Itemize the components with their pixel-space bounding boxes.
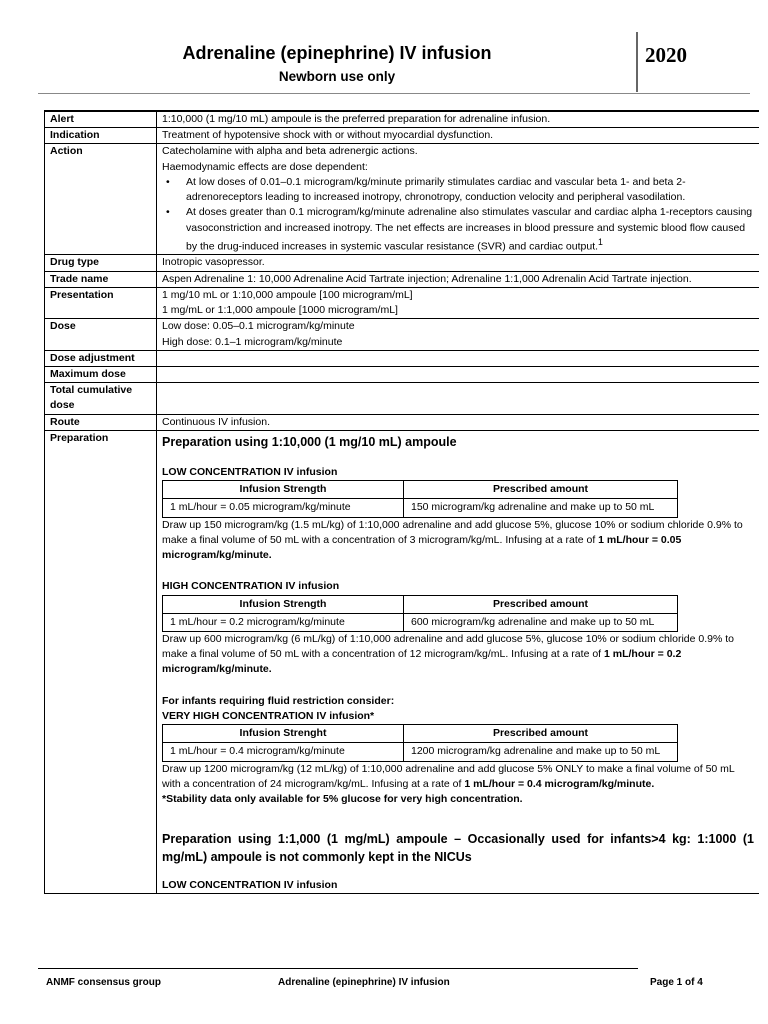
low-concentration-title-2: LOW CONCENTRATION IV infusion — [162, 879, 338, 892]
row-trade-name — [45, 271, 760, 287]
low-desc-text: Draw up 150 microgram/kg (1.5 mL/kg) of 1:10,000 adrenaline and add glucose 5%, glucose 10% or sodium chloride 0.9% to make a final volume of 50 mL with a concentration of 3 microgram/kg/mL. — [162, 518, 743, 546]
high-desc-text: Draw up 600 microgram/kg (6 mL/kg) of 1:10,000 adrenaline and add glucose 5%, glucose 10% or sodium chloride 0.9% to make a final volume of 50 mL with a concentration of 12 microgram/kg/mL. Infusing at a rate of — [162, 632, 734, 661]
vhigh-rate: 1 mL/hour = 0.4 microgram/kg/minute. — [464, 777, 655, 790]
value-action — [157, 144, 760, 255]
label-dose-adjustment: Dose adjustment — [45, 350, 157, 366]
low-concentration-title: LOW CONCENTRATION IV infusion — [162, 466, 338, 478]
vhigh-infusion-strength: 1 mL/hour = 0.4 microgram/kg/minute — [163, 743, 404, 761]
vhigh-col-prescribed-amount: Prescribed amount — [404, 725, 678, 743]
very-high-concentration-table — [162, 724, 678, 761]
row-alert — [45, 112, 760, 128]
high-concentration-description — [162, 632, 754, 678]
value-alert: 1:10,000 (1 mg/10 mL) ampoule is the preferred preparation for adrenaline infusion. — [157, 112, 760, 128]
action-reference: 1 — [598, 236, 603, 247]
page-header — [38, 30, 750, 94]
row-dose — [45, 319, 760, 350]
high-col-infusion-strength: Infusion Strength — [163, 595, 404, 613]
presentation-line-2: 1 mg/mL or 1:1,000 ampoule [1000 microgram/mL] — [162, 304, 398, 317]
action-bullet-1: • At low doses of 0.01–0.1 microgram/kg/minute primarily stimulates cardiac and vascular beta 1- and beta 2-adrenoreceptors leading to increased inotropy, chronotropy, conduction velocity and peripheral vasodilation. — [162, 175, 754, 205]
low-concentration-description — [162, 518, 754, 564]
vhigh-prescribed-amount: 1200 microgram/kg adrenaline and make up to 50 mL — [404, 743, 678, 761]
value-dose-adjustment — [157, 350, 760, 366]
low-col-prescribed-amount: Prescribed amount — [404, 481, 678, 499]
document-subtitle: Newborn use only — [278, 69, 396, 84]
label-maximum-dose: Maximum dose — [45, 367, 157, 383]
action-bullet-2-text: At doses greater than 0.1 microgram/kg/minute adrenaline also stimulates vascular and cardiac alpha 1-receptors causing vasoconstriction and increased inotropy. The net effects are increases in blood pressure and systemic blood flow caused by the drug-induced increases in systemic vascular resistance (SVR) and cardiac output. — [186, 206, 753, 253]
action-line-2: Haemodynamic effects are dose dependent: — [162, 160, 368, 173]
high-col-prescribed-amount: Prescribed amount — [404, 595, 678, 613]
very-high-concentration-title: VERY HIGH CONCENTRATION IV infusion* — [162, 709, 375, 722]
value-trade-name: Aspen Adrenaline 1: 10,000 Adrenaline Acid Tartrate injection; Adrenaline 1:1,000 Adrenalin Acid Tartrate injection. — [157, 271, 760, 287]
row-route — [45, 414, 760, 430]
row-indication — [45, 128, 760, 144]
high-prescribed-amount: 600 microgram/kg adrenaline and make up to 50 mL — [404, 613, 678, 631]
high-infusion-strength: 1 mL/hour = 0.2 microgram/kg/minute — [163, 613, 404, 631]
high-concentration-table — [162, 595, 678, 632]
dose-line-1: Low dose: 0.05–0.1 microgram/kg/minute — [162, 320, 355, 333]
low-concentration-table — [162, 480, 678, 517]
footer-group: ANMF consensus group — [46, 977, 162, 988]
label-alert: Alert — [45, 112, 157, 128]
very-high-concentration-description — [162, 762, 754, 792]
preparation-heading-2: Preparation using 1:1,000 (1 mg/mL) ampoule – Occasionally used for infants>4 kg: 1:1000 (1 mg/mL) ampoule is not commonly kept in the NICUs — [162, 832, 754, 864]
low-col-infusion-strength: Infusion Strength — [163, 481, 404, 499]
high-concentration-title: HIGH CONCENTRATION IV infusion — [162, 580, 340, 593]
monograph-table — [44, 111, 759, 894]
stability-note: *Stability data only available for 5% glucose for very high concentration. — [162, 792, 523, 805]
label-route: Route — [45, 414, 157, 430]
low-rate: 1 mL/hour = 0.05 microgram/kg/minute. — [162, 533, 682, 562]
fluid-restriction-intro: For infants requiring fluid restriction consider: — [162, 694, 395, 707]
value-presentation — [157, 287, 760, 318]
label-drug-type: Drug type — [45, 255, 157, 271]
row-drug-type — [45, 255, 760, 271]
row-total-cumulative-dose — [45, 383, 760, 414]
row-dose-adjustment — [45, 350, 760, 366]
header-divider — [636, 32, 638, 92]
value-preparation — [157, 430, 760, 894]
action-bullet-2 — [162, 205, 754, 254]
low-rate-prefix: Infusing at a rate of — [505, 533, 599, 546]
monograph-body — [44, 110, 759, 970]
value-total-cumulative-dose — [157, 383, 760, 414]
low-infusion-strength: 1 mL/hour = 0.05 microgram/kg/minute — [163, 499, 404, 517]
label-dose: Dose — [45, 319, 157, 350]
action-line-1: Catecholamine with alpha and beta adrenergic actions. — [162, 145, 418, 158]
low-prescribed-amount: 150 microgram/kg adrenaline and make up to 50 mL — [404, 499, 678, 517]
presentation-line-1: 1 mg/10 mL or 1:10,000 ampoule [100 microgram/mL] — [162, 288, 413, 301]
value-maximum-dose — [157, 367, 760, 383]
label-presentation: Presentation — [45, 287, 157, 318]
value-indication: Treatment of hypotensive shock with or without myocardial dysfunction. — [157, 128, 760, 144]
label-action: Action — [45, 144, 157, 255]
dose-line-2: High dose: 0.1–1 microgram/kg/minute — [162, 335, 343, 348]
value-dose — [157, 319, 760, 350]
footer-page-number: Page 1 of 4 — [650, 977, 703, 988]
document-title: Adrenaline (epinephrine) IV infusion — [182, 43, 492, 63]
row-action — [45, 144, 760, 255]
label-indication: Indication — [45, 128, 157, 144]
label-preparation: Preparation — [45, 430, 157, 894]
row-preparation — [45, 430, 760, 894]
row-presentation — [45, 287, 760, 318]
vhigh-col-infusion-strength: Infusion Strenght — [163, 725, 404, 743]
value-route: Continuous IV infusion. — [157, 414, 760, 430]
value-drug-type: Inotropic vasopressor. — [157, 255, 760, 271]
preparation-heading: Preparation using 1:10,000 (1 mg/10 mL) ampoule — [162, 434, 457, 449]
vhigh-desc-text: Draw up 1200 microgram/kg (12 mL/kg) of 1:10,000 adrenaline and add glucose 5% ONLY to make a final volume of 50 mL with a concentration of 24 microgram/kg/mL. Infusing at a rate of — [162, 762, 735, 790]
row-maximum-dose — [45, 367, 760, 383]
footer-document-name: Adrenaline (epinephrine) IV infusion — [278, 977, 450, 988]
label-total-cumulative-dose: Total cumulative dose — [45, 383, 157, 414]
label-trade-name: Trade name — [45, 271, 157, 287]
document-year: 2020 — [645, 43, 687, 67]
page-footer — [38, 968, 703, 994]
high-rate: 1 mL/hour = 0.2 microgram/kg/minute. — [162, 648, 682, 676]
action-bullets — [162, 175, 754, 255]
